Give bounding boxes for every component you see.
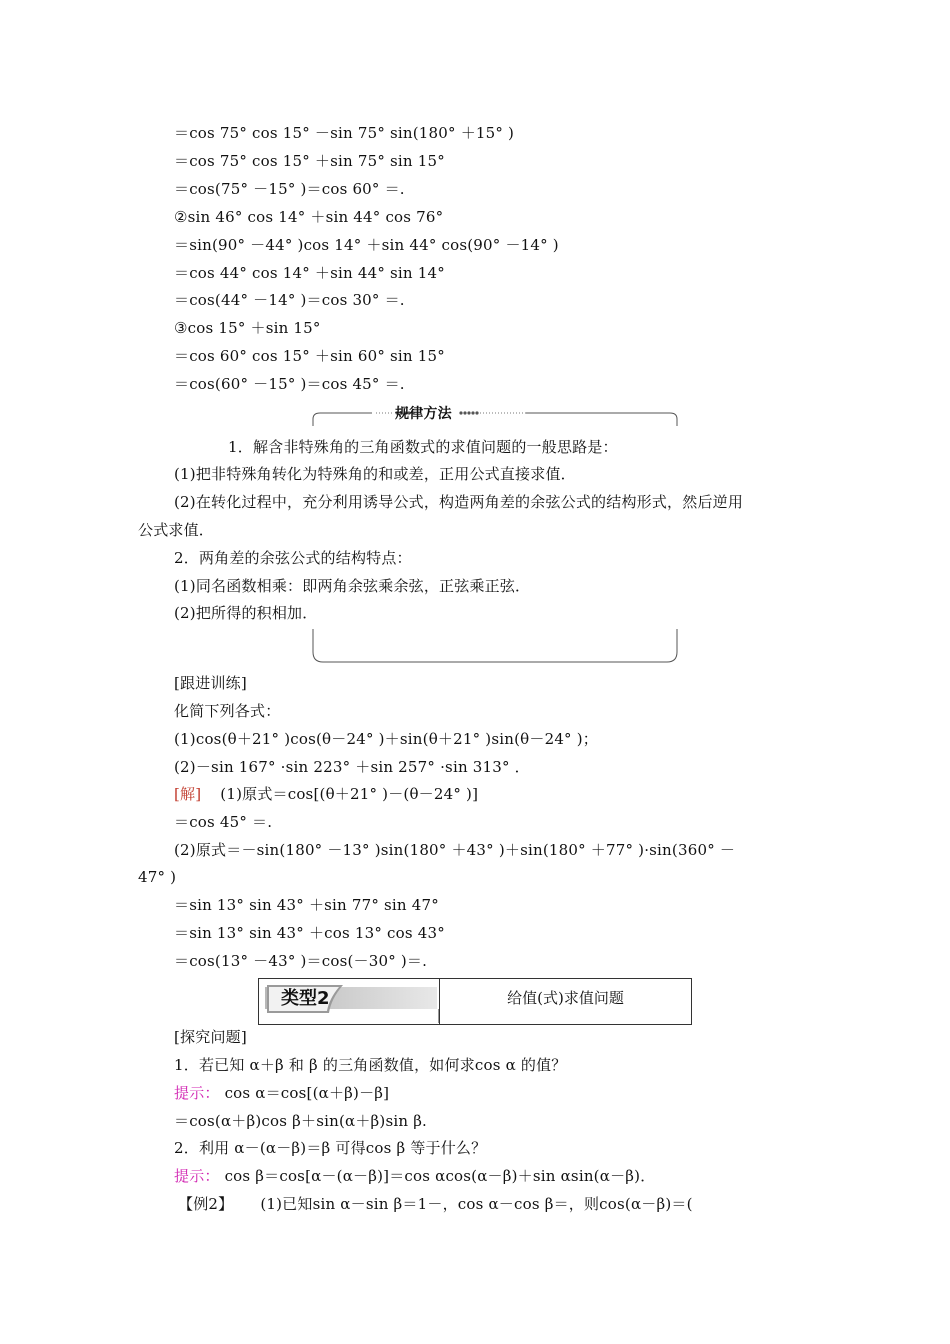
method-line: 公式求值． bbox=[138, 521, 215, 539]
practice-prompt: 化简下列各式： bbox=[174, 702, 281, 720]
method-box-top-frame bbox=[312, 407, 678, 427]
method-line: (1)把非特殊角转化为特殊角的和或差，正用公式直接求值． bbox=[174, 465, 576, 483]
explore-heading: [探究问题] bbox=[174, 1028, 247, 1046]
derivation-line: ＝sin(90° －44° )cos 14° ＋sin 44° cos(90° －14° ) bbox=[174, 236, 559, 254]
explore-question: 2．利用 α－(α－β)＝β 可得cos β 等于什么？ bbox=[174, 1139, 487, 1157]
example-label: 【例2】 bbox=[178, 1195, 234, 1213]
solution-line: (2)原式＝－sin(180° －13° )sin(180° ＋43° )＋sin(180° ＋77° )·sin(360° － bbox=[174, 841, 736, 859]
solution-line: ＝sin 13° sin 43° ＋sin 77° sin 47° bbox=[174, 896, 439, 914]
type-title: 给值(式)求值问题 bbox=[507, 989, 624, 1007]
hint-label: 提示： bbox=[174, 1084, 220, 1102]
practice-question: (1)cos(θ＋21° )cos(θ－24° )＋sin(θ＋21° )sin(θ－24° )； bbox=[174, 730, 598, 748]
example-text: (1)已知sin α－sin β＝1－，cos α－cos β＝，则cos(α－β)＝( bbox=[260, 1195, 693, 1213]
method-box-bottom-frame bbox=[312, 628, 678, 664]
derivation-line: ＝cos 75° cos 15° ＋sin 75° sin 15° bbox=[174, 152, 445, 170]
method-box-title: 规律方法 bbox=[395, 406, 452, 422]
derivation-line: ＝cos(44° －14° )＝cos 30° ＝. bbox=[174, 291, 405, 309]
solution-label: [解] bbox=[174, 785, 202, 803]
explore-question: 1．若已知 α＋β 和 β 的三角函数值，如何求cos α 的值？ bbox=[174, 1056, 567, 1074]
solution-line bbox=[174, 784, 478, 804]
type-label: 类型2 bbox=[281, 988, 330, 1009]
hint-text: cos β＝cos[α－(α－β)]＝cos αcos(α－β)＋sin αsin(α－β)． bbox=[224, 1167, 656, 1185]
derivation-line: ＝cos 44° cos 14° ＋sin 44° sin 14° bbox=[174, 264, 445, 282]
practice-heading: [跟进训练] bbox=[174, 674, 247, 692]
solution-line: 47° ) bbox=[138, 868, 177, 886]
solution-text: (1)原式＝cos[(θ＋21° )－(θ－24° )] bbox=[220, 785, 479, 803]
derivation-line: ＝cos(60° －15° )＝cos 45° ＝. bbox=[174, 375, 405, 393]
type-label-panel bbox=[259, 979, 439, 1024]
method-line: 1．解含非特殊角的三角函数式的求值问题的一般思路是： bbox=[228, 438, 618, 456]
derivation-line: ＝cos(75° －15° )＝cos 60° ＝. bbox=[174, 180, 405, 198]
derivation-line: ＝cos 75° cos 15° －sin 75° sin(180° ＋15° ) bbox=[174, 124, 515, 142]
hint-line: ＝cos(α＋β)cos β＋sin(α＋β)sin β. bbox=[174, 1112, 428, 1130]
derivation-line: ③cos 15° ＋sin 15° bbox=[174, 319, 321, 337]
solution-line: ＝sin 13° sin 43° ＋cos 13° cos 43° bbox=[174, 924, 445, 942]
method-line: (1)同名函数相乘：即两角余弦乘余弦，正弦乘正弦． bbox=[174, 577, 531, 595]
hint-label: 提示： bbox=[174, 1167, 220, 1185]
solution-line: ＝cos 45° ＝. bbox=[174, 813, 273, 831]
solution-line: ＝cos(13° －43° )＝cos(－30° )＝. bbox=[174, 952, 428, 970]
hint-line bbox=[174, 1083, 389, 1103]
method-line: 2．两角差的余弦公式的结构特点： bbox=[174, 549, 412, 567]
derivation-line: ②sin 46° cos 14° ＋sin 44° cos 76° bbox=[174, 208, 444, 226]
hint-text: cos α＝cos[(α＋β)－β] bbox=[224, 1084, 390, 1102]
example-line bbox=[178, 1194, 693, 1214]
practice-question: (2)－sin 167° ·sin 223° ＋sin 257° ·sin 313° ． bbox=[174, 758, 530, 776]
derivation-line: ＝cos 60° cos 15° ＋sin 60° sin 15° bbox=[174, 347, 445, 365]
method-line: (2)在转化过程中，充分利用诱导公式，构造两角差的余弦公式的结构形式，然后逆用 bbox=[174, 493, 744, 511]
section-type-box bbox=[258, 978, 692, 1025]
method-line: (2)把所得的积相加． bbox=[174, 604, 318, 622]
hint-line bbox=[174, 1166, 655, 1186]
